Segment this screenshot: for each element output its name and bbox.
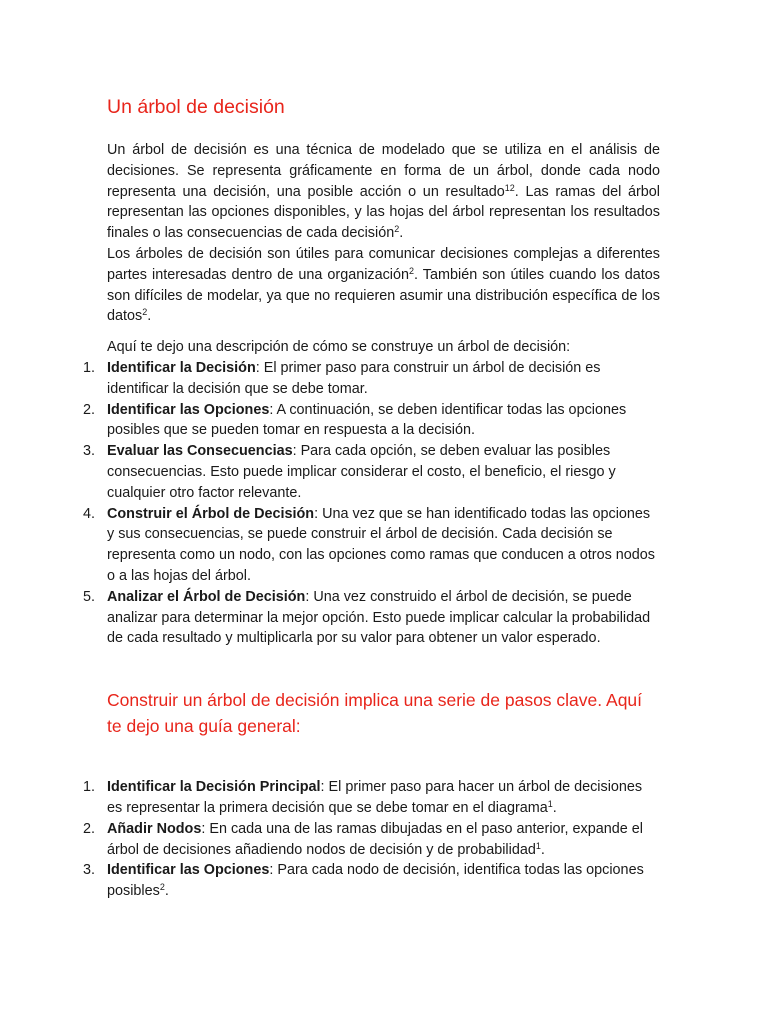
footnote-ref: 2 <box>394 224 400 235</box>
step-text: . <box>540 841 545 858</box>
list-number: 2. <box>83 820 96 837</box>
step-text: : Para cada nodo de decisión, identifica todas las opciones posibles <box>107 862 644 900</box>
step-text: : Una vez construido el árbol de decisión, se puede analizar para determinar la mejor opción. Esto puede implicar calcular la probabilidad de cada resultado y multiplicarla por su valor para obtener un valor esperado. <box>107 588 651 647</box>
list-number: 3. <box>83 862 96 879</box>
list-item <box>83 400 660 442</box>
step-text: : A continuación, se deben identificar todas las opciones posibles que se pueden tomar en respuesta a la decisión. <box>107 401 627 439</box>
list-item <box>83 860 660 902</box>
step-title: Añadir Nodos <box>107 820 202 837</box>
document-content <box>83 94 660 902</box>
step-text: . <box>164 883 169 900</box>
guide-steps-list <box>83 777 660 902</box>
footnote-ref: 2 <box>159 882 165 893</box>
intro-paragraph <box>107 140 660 244</box>
list-number: 1. <box>83 359 96 376</box>
step-text: : El primer paso para construir un árbol de decisión es identificar la decisión que se debe tomar. <box>107 359 601 397</box>
list-item <box>83 587 660 649</box>
list-number: 3. <box>83 443 96 460</box>
step-title: Identificar la Decisión Principal <box>107 779 321 796</box>
step-title: Evaluar las Consecuencias <box>107 443 293 460</box>
section-title: Un árbol de decisión <box>107 96 285 118</box>
list-item <box>83 819 660 861</box>
paragraph-text: . También son útiles cuando los datos son difíciles de modelar, ya que no requieren asumir una distribución específica de los datos <box>107 266 660 325</box>
list-item <box>83 358 660 400</box>
step-title: Identificar las Opciones <box>107 401 270 418</box>
step-title: Identificar la Decisión <box>107 359 256 376</box>
section-heading: Construir un árbol de decisión implica una serie de pasos clave. Aquí te dejo una guía general: <box>107 690 643 737</box>
footnote-ref: 1 <box>535 840 541 851</box>
step-text: : En cada una de las ramas dibujadas en el paso anterior, expande el árbol de decisiones añadiendo nodos de decisión y de probabilidad <box>107 820 643 858</box>
step-text: . <box>552 799 557 816</box>
step-text: : Una vez que se han identificado todas las opciones y sus consecuencias, se puede construir el árbol de decisión. Cada decisión se representa como un nodo, con las opciones como ramas que conducen a otros nodos o a las hojas del árbol. <box>107 505 655 584</box>
construction-steps-list <box>83 358 660 649</box>
step-title: Identificar las Opciones <box>107 862 270 879</box>
list-item <box>83 441 660 503</box>
list-number: 5. <box>83 588 96 605</box>
paragraph-text: . <box>399 225 404 242</box>
footnote-ref: 2 <box>409 265 415 276</box>
list-item <box>83 777 660 819</box>
list-number: 2. <box>83 401 96 418</box>
footnote-ref: 2 <box>142 307 148 318</box>
list-number: 4. <box>83 505 96 522</box>
paragraph-text: . Las ramas del árbol representan las opciones disponibles, y las hojas del árbol representan los resultados finales o las consecuencias de cada decisión <box>107 183 660 242</box>
footnote-ref: 1 <box>547 798 553 809</box>
usefulness-paragraph <box>107 244 660 327</box>
step-text: : El primer paso para hacer un árbol de decisiones es representar la primera decisión que se debe tomar en el diagrama <box>107 779 643 816</box>
paragraph-text: Los árboles de decisión son útiles para comunicar decisiones complejas a diferentes partes interesadas dentro de una organización <box>107 245 660 283</box>
paragraph-text: Un árbol de decisión es una técnica de modelado que se utiliza en el análisis de decisiones. Se representa gráficamente en forma de un árbol, donde cada nodo representa una decisión, una posible acción o un resultado <box>107 142 660 200</box>
paragraph-text: . <box>147 308 152 325</box>
step-title: Analizar el Árbol de Decisión <box>107 588 306 605</box>
step-text: : Para cada opción, se deben evaluar las posibles consecuencias. Esto puede implicar considerar el costo, el beneficio, el riesgo y cualquier otro factor relevante. <box>107 443 616 501</box>
list-intro: Aquí te dejo una descripción de cómo se construye un árbol de decisión: <box>107 339 571 356</box>
footnote-ref: 12 <box>504 182 515 193</box>
step-title: Construir el Árbol de Decisión <box>107 505 315 522</box>
list-item <box>83 504 660 587</box>
list-number: 1. <box>83 779 96 796</box>
